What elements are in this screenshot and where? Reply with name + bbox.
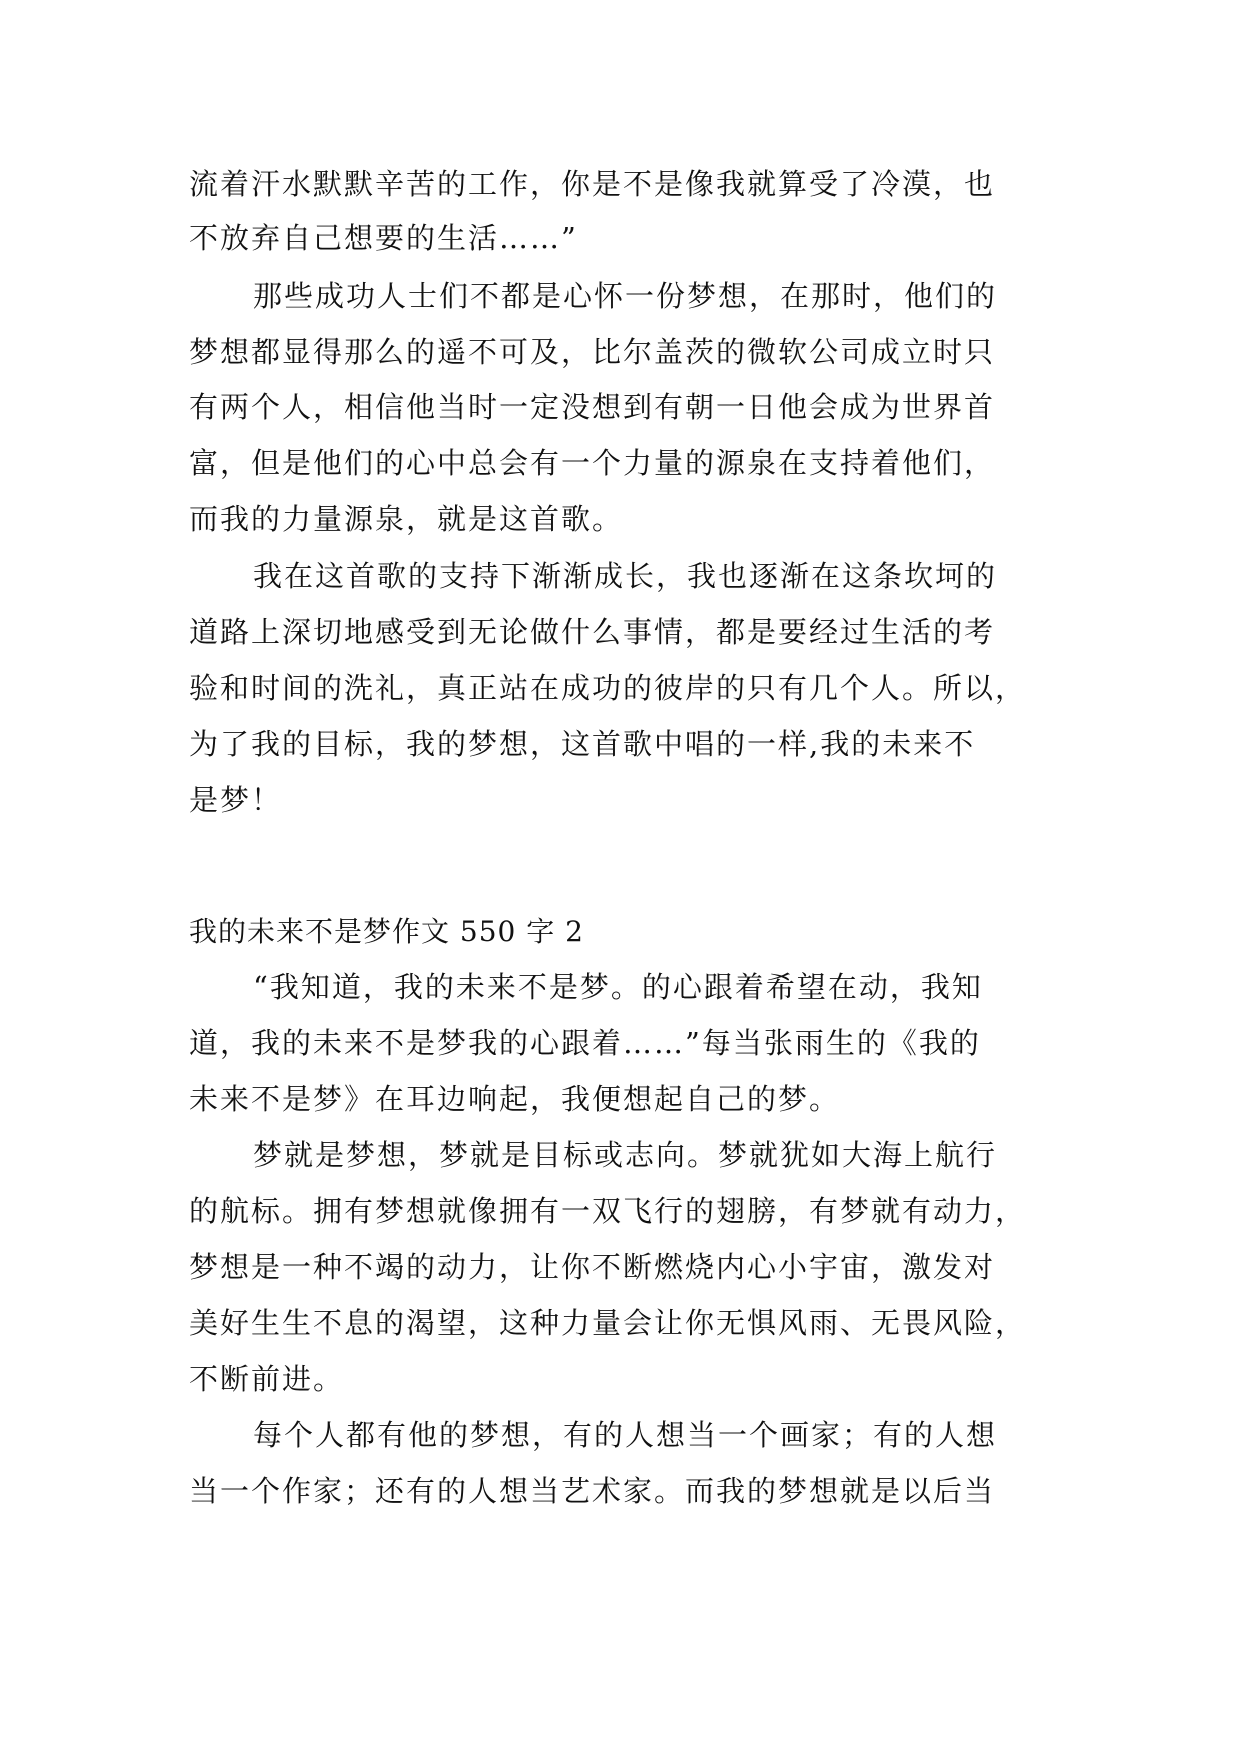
- section-heading: 我的未来不是梦作文 550 字 2: [189, 915, 584, 948]
- text-line: 当一个作家；还有的人想当艺术家。而我的梦想就是以后当: [189, 1474, 996, 1508]
- text-line: 流着汗水默默辛苦的工作，你是不是像我就算受了冷漠，也: [189, 167, 996, 201]
- text-line: 梦想是一种不竭的动力，让你不断燃烧内心小宇宙，激发对: [189, 1250, 996, 1284]
- paragraph-start-line: 每个人都有他的梦想，有的人想当一个画家；有的人想: [253, 1418, 998, 1452]
- text-line: 道，我的未来不是梦我的心跟着……”每当张雨生的《我的: [189, 1026, 981, 1060]
- text-line: 为了我的目标，我的梦想，这首歌中唱的一样,我的未来不: [189, 727, 976, 761]
- text-line: 富，但是他们的心中总会有一个力量的源泉在支持着他们，: [189, 446, 996, 480]
- text-line: 梦想都显得那么的遥不可及，比尔盖茨的微软公司成立时只: [189, 335, 996, 369]
- text-line: 未来不是梦》在耳边响起，我便想起自己的梦。: [189, 1082, 841, 1116]
- text-line: 美好生生不息的渴望，这种力量会让你无惧风雨、无畏风险，: [189, 1306, 1027, 1340]
- text-line: 有两个人，相信他当时一定没想到有朝一日他会成为世界首: [189, 390, 996, 424]
- text-line: 不断前进。: [189, 1362, 345, 1396]
- text-line: 不放弃自己想要的生活……”: [189, 221, 578, 255]
- text-line: 验和时间的洗礼，真正站在成功的彼岸的只有几个人。所以，: [189, 671, 1027, 705]
- paragraph-start-line: “我知道，我的未来不是梦。的心跟着希望在动，我知: [253, 970, 983, 1004]
- paragraph-start-line: 我在这首歌的支持下渐渐成长，我也逐渐在这条坎坷的: [253, 559, 998, 593]
- paragraph-start-line: 梦就是梦想，梦就是目标或志向。梦就犹如大海上航行: [253, 1138, 998, 1172]
- paragraph-start-line: 那些成功人士们不都是心怀一份梦想，在那时，他们的: [253, 279, 998, 313]
- text-line: 的航标。拥有梦想就像拥有一双飞行的翅膀，有梦就有动力，: [189, 1194, 1027, 1228]
- text-line: 道路上深切地感受到无论做什么事情，都是要经过生活的考: [189, 615, 996, 649]
- text-line: 而我的力量源泉，就是这首歌。: [189, 502, 624, 536]
- text-line: 是梦！: [189, 783, 283, 817]
